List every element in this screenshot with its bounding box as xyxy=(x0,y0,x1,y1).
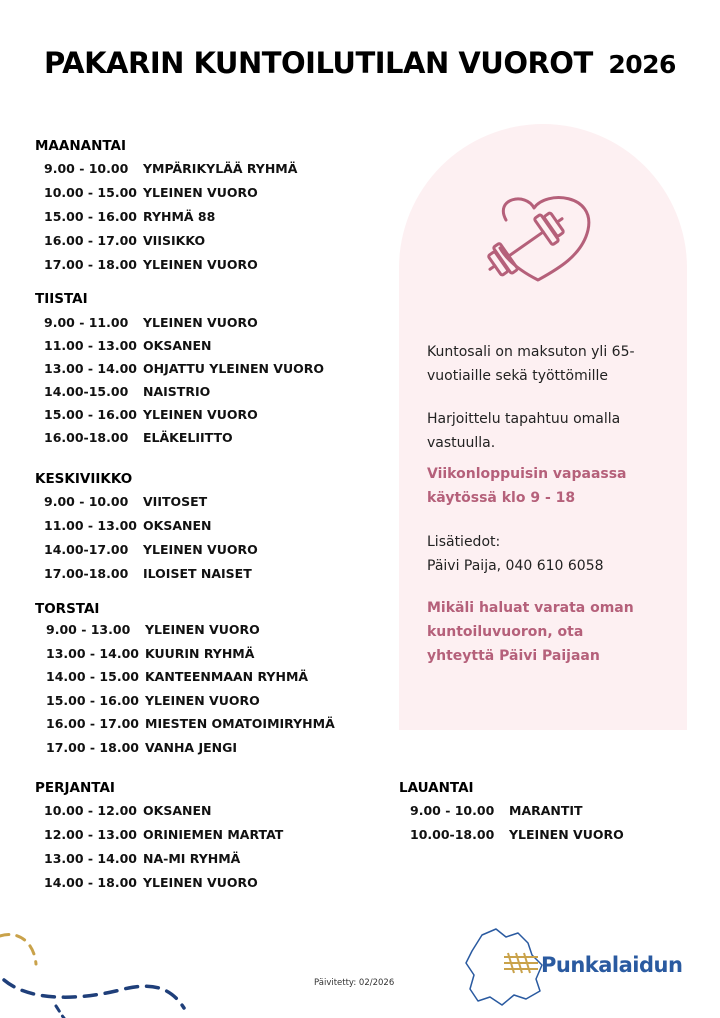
slot-name: NAISTRIO xyxy=(143,384,211,399)
slot-name: VIISIKKO xyxy=(143,232,206,248)
slot-time: 14.00-17.00 xyxy=(44,541,129,557)
slot-time: 10.00 - 15.00 xyxy=(44,184,137,200)
day-section-saturday xyxy=(399,778,624,846)
slot-time: 16.00 - 17.00 xyxy=(46,716,139,732)
slot-time: 14.00-15.00 xyxy=(44,384,129,399)
slot-name: YLEINEN VUORO xyxy=(143,541,258,557)
schedule-row xyxy=(44,798,283,822)
logo-text: Punkalaidun xyxy=(541,953,683,977)
schedule-row xyxy=(44,357,324,380)
day-name: TIISTAI xyxy=(35,291,88,307)
schedule-row xyxy=(46,642,335,666)
schedule-row xyxy=(44,561,258,585)
slot-name: YLEINEN VUORO xyxy=(145,692,260,708)
slot-name: YLEINEN VUORO xyxy=(143,874,258,890)
day-section-friday xyxy=(35,778,283,894)
day-section-tuesday xyxy=(35,289,324,449)
day-section-wednesday xyxy=(35,469,258,585)
day-name: MAANANTAI xyxy=(35,138,127,154)
slot-name: YMPÄRIKYLÄÄ RYHMÄ xyxy=(143,160,298,176)
day-name: TORSTAI xyxy=(35,601,100,617)
slot-name: YLEINEN VUORO xyxy=(143,315,258,330)
slot-time: 17.00 - 18.00 xyxy=(44,256,137,272)
info-free-text: Kuntosali on maksuton yli 65-vuotiaille sekä työttömille xyxy=(427,344,635,384)
slot-time: 16.00 - 17.00 xyxy=(44,232,137,248)
schedule-row xyxy=(44,204,297,228)
slot-name: YLEINEN VUORO xyxy=(143,184,258,200)
schedule-row xyxy=(44,380,324,403)
slot-time: 14.00 - 15.00 xyxy=(46,669,139,685)
slot-name: YLEINEN VUORO xyxy=(509,826,624,842)
slot-time: 17.00-18.00 xyxy=(44,565,129,581)
schedule-row xyxy=(44,334,324,357)
slot-name: YLEINEN VUORO xyxy=(145,622,260,638)
schedule-row xyxy=(410,822,624,846)
schedule-row xyxy=(44,403,324,426)
slot-name: OHJATTU YLEINEN VUORO xyxy=(143,361,325,376)
slot-name: OKSANEN xyxy=(143,802,212,818)
schedule-row xyxy=(44,846,283,870)
slot-time: 10.00 - 12.00 xyxy=(44,802,137,818)
slot-name: ELÄKELIITTO xyxy=(143,430,233,445)
slot-time: 11.00 - 13.00 xyxy=(44,517,137,533)
title-year: 2026 xyxy=(608,50,676,79)
page-title xyxy=(0,46,720,80)
slot-time: 13.00 - 14.00 xyxy=(44,361,137,376)
schedule-row xyxy=(46,736,335,760)
schedule-row xyxy=(44,870,283,894)
schedule-row xyxy=(44,180,297,204)
info-contact-label: Lisätiedot: xyxy=(427,534,501,550)
slot-time: 15.00 - 16.00 xyxy=(44,208,137,224)
slot-time: 12.00 - 13.00 xyxy=(44,826,137,842)
schedule-row xyxy=(44,537,258,561)
slot-name: VANHA JENGI xyxy=(145,739,238,755)
slot-name: OKSANEN xyxy=(143,338,212,353)
title-text: PAKARIN KUNTOILUTILAN VUOROT xyxy=(44,46,593,80)
slot-time: 9.00 - 11.00 xyxy=(44,315,129,330)
slot-name: VIITOSET xyxy=(143,493,208,509)
slot-name: OKSANEN xyxy=(143,517,212,533)
schedule-row xyxy=(46,665,335,689)
slot-time: 15.00 - 16.00 xyxy=(46,692,139,708)
decorative-curves xyxy=(0,920,200,1018)
slot-name: YLEINEN VUORO xyxy=(143,407,258,422)
schedule-row xyxy=(410,798,624,822)
municipality-map-icon xyxy=(462,925,548,1011)
slot-time: 14.00 - 18.00 xyxy=(44,874,137,890)
slot-time: 17.00 - 18.00 xyxy=(46,739,139,755)
slot-name: MARANTIT xyxy=(509,802,583,818)
slot-name: ORINIEMEN MARTAT xyxy=(143,826,284,842)
heart-dumbbell-icon xyxy=(468,190,600,286)
slot-time: 9.00 - 10.00 xyxy=(44,160,129,176)
day-name: PERJANTAI xyxy=(35,780,115,796)
schedule-row xyxy=(46,712,335,736)
schedule-row xyxy=(46,689,335,713)
slot-time: 15.00 - 16.00 xyxy=(44,407,137,422)
schedule-row xyxy=(44,513,258,537)
slot-name: NA-MI RYHMÄ xyxy=(143,850,241,866)
schedule-row xyxy=(44,489,258,513)
schedule-row xyxy=(46,618,335,642)
schedule-row xyxy=(44,228,297,252)
slot-time: 13.00 - 14.00 xyxy=(46,645,139,661)
day-section-monday xyxy=(35,136,297,276)
day-section-thursday xyxy=(35,599,335,759)
slot-time: 10.00-18.00 xyxy=(410,826,495,842)
slot-time: 9.00 - 10.00 xyxy=(44,493,129,509)
slot-name: ILOISET NAISET xyxy=(143,565,252,581)
schedule-row xyxy=(44,311,324,334)
info-weekend: Viikonloppuisin vapaassa käytössä klo 9 - 18 xyxy=(427,466,627,506)
slot-time: 16.00-18.00 xyxy=(44,430,129,445)
slot-name: KANTEENMAAN RYHMÄ xyxy=(145,669,309,685)
slot-time: 11.00 - 13.00 xyxy=(44,338,137,353)
slot-name: MIESTEN OMATOIMIRYHMÄ xyxy=(145,716,335,732)
info-responsibility: Harjoittelu tapahtuu omalla vastuulla. xyxy=(427,411,621,451)
slot-time: 9.00 - 10.00 xyxy=(410,802,495,818)
schedule-row xyxy=(44,822,283,846)
slot-time: 13.00 - 14.00 xyxy=(44,850,137,866)
day-name: KESKIVIIKKO xyxy=(35,471,133,487)
info-booking: Mikäli haluat varata oman kuntoiluvuoron, ota yhteyttä Päivi Paijaan xyxy=(427,600,634,664)
slot-name: KUURIN RYHMÄ xyxy=(145,645,255,661)
slot-name: RYHMÄ 88 xyxy=(143,208,216,224)
schedule-row xyxy=(44,426,324,449)
schedule-row xyxy=(44,156,297,180)
info-contact: Päivi Paija, 040 610 6058 xyxy=(427,558,604,574)
updated-date: Päivitetty: 02/2026 xyxy=(314,978,395,988)
slot-name: YLEINEN VUORO xyxy=(143,256,258,272)
slot-time: 9.00 - 13.00 xyxy=(46,622,131,638)
schedule-row xyxy=(44,252,297,276)
day-name: LAUANTAI xyxy=(399,780,474,796)
